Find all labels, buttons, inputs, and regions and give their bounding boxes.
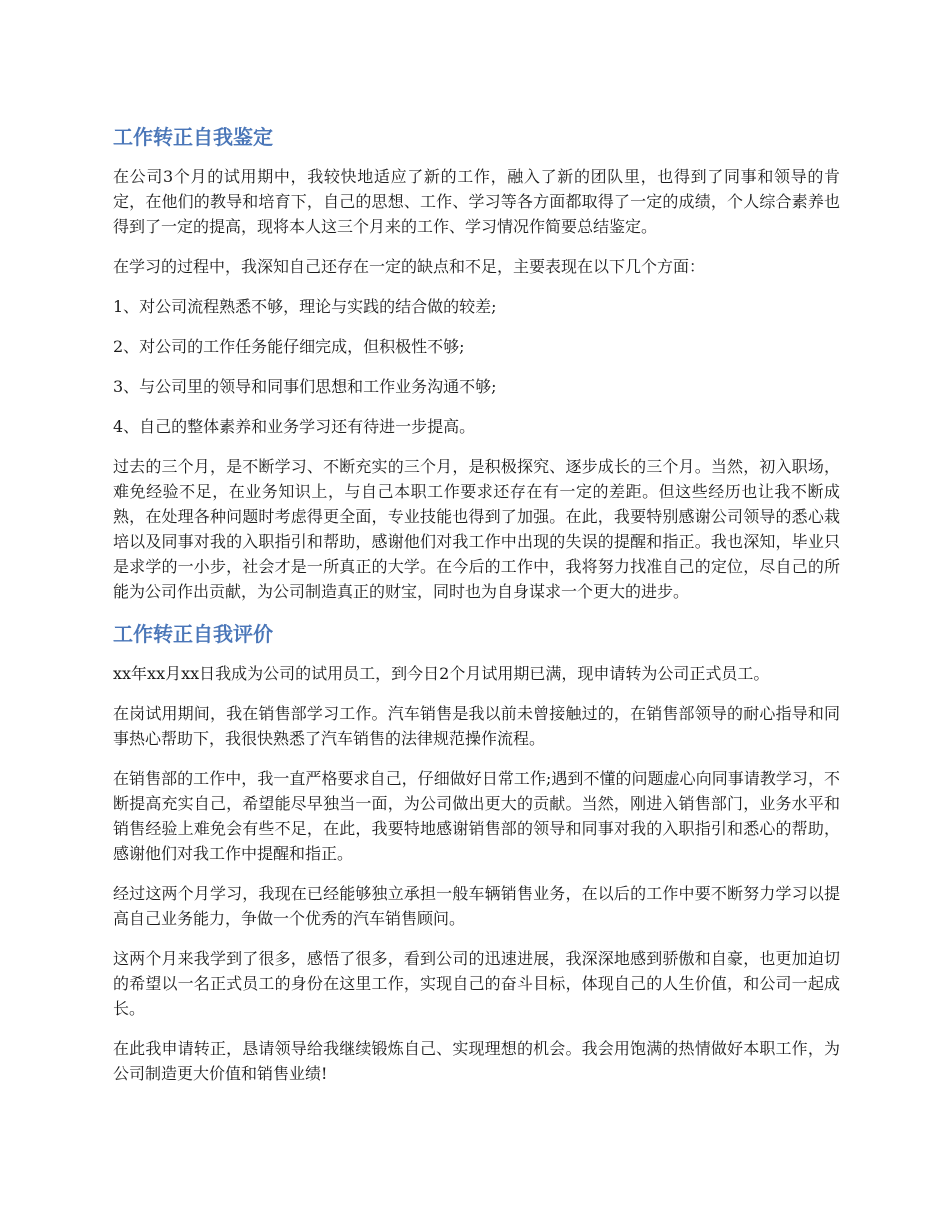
paragraph: 在此我申请转正，恳请领导给我继续锻炼自己、实现理想的机会。我会用饱满的热情做好本职工作，为公司制造更大价值和销售业绩!	[113, 1039, 840, 1083]
document-page	[113, 122, 840, 1101]
paragraph: 在学习的过程中，我深知自己还存在一定的缺点和不足，主要表现在以下几个方面：	[113, 257, 706, 276]
paragraph: 在公司3个月的试用期中，我较快地适应了新的工作，融入了新的团队里，也得到了同事和领导的肯定，在他们的教导和培育下，自己的思想、工作、学习等各方面都取得了一定的成绩，个人综合素养也得到了一定的提高，现将本人这三个月来的工作、学习情况作简要总结鉴定。	[113, 167, 840, 236]
paragraph: 经过这两个月学习，我现在已经能够独立承担一般车辆销售业务，在以后的工作中要不断努力学习以提高自己业务能力，争做一个优秀的汽车销售顾问。	[113, 884, 840, 928]
paragraph: 在销售部的工作中，我一直严格要求自己，仔细做好日常工作;遇到不懂的问题虚心向同事请教学习，不断提高充实自己，希望能尽早独当一面，为公司做出更大的贡献。当然，刚进入销售部门，业务水平和销售经验上难免会有些不足，在此，我要特地感谢销售部的领导和同事对我的入职指引和悉心的帮助，感谢他们对我工作中提醒和指正。	[113, 769, 840, 863]
paragraph: 过去的三个月，是不断学习、不断充实的三个月，是积极探究、逐步成长的三个月。当然，初入职场，难免经验不足，在业务知识上，与自己本职工作要求还存在有一定的差距。但这些经历也让我不断成熟，在处理各种问题时考虑得更全面，专业技能也得到了加强。在此，我要特别感谢公司领导的悉心栽培以及同事对我的入职指引和帮助，感谢他们对我工作中出现的失误的提醒和指正。我也深知，毕业只是求学的一小步，社会才是一所真正的大学。在今后的工作中，我将努力找准自己的定位，尽自己的所能为公司作出贡献，为公司制造真正的财宝，同时也为自身谋求一个更大的进步。	[113, 457, 840, 601]
section-title: 工作转正自我鉴定	[113, 125, 273, 149]
paragraph: 这两个月来我学到了很多，感悟了很多，看到公司的迅速进展，我深深地感到骄傲和自豪，也更加迫切的希望以一名正式员工的身份在这里工作，实现自己的奋斗目标，体现自己的人生价值，和公司一起成长。	[113, 949, 840, 1018]
paragraph: 在岗试用期间，我在销售部学习工作。汽车销售是我以前未曾接触过的，在销售部领导的耐心指导和同事热心帮助下，我很快熟悉了汽车销售的法律规范操作流程。	[113, 704, 840, 748]
list-item: 3、与公司里的领导和同事们思想和工作业务沟通不够;	[113, 377, 497, 396]
section-self-appraisal	[113, 122, 840, 604]
section-title: 工作转正自我评价	[113, 622, 273, 646]
section-self-evaluation	[113, 619, 840, 1086]
list-item: 2、对公司的工作任务能仔细完成，但积极性不够;	[113, 337, 465, 356]
paragraph: xx年xx月xx日我成为公司的试用员工，到今日2个月试用期已满，现申请转为公司正式员工。	[113, 664, 770, 683]
list-item: 1、对公司流程熟悉不够，理论与实践的结合做的较差;	[113, 297, 497, 316]
list-item: 4、自己的整体素养和业务学习还有待进一步提高。	[113, 417, 476, 436]
